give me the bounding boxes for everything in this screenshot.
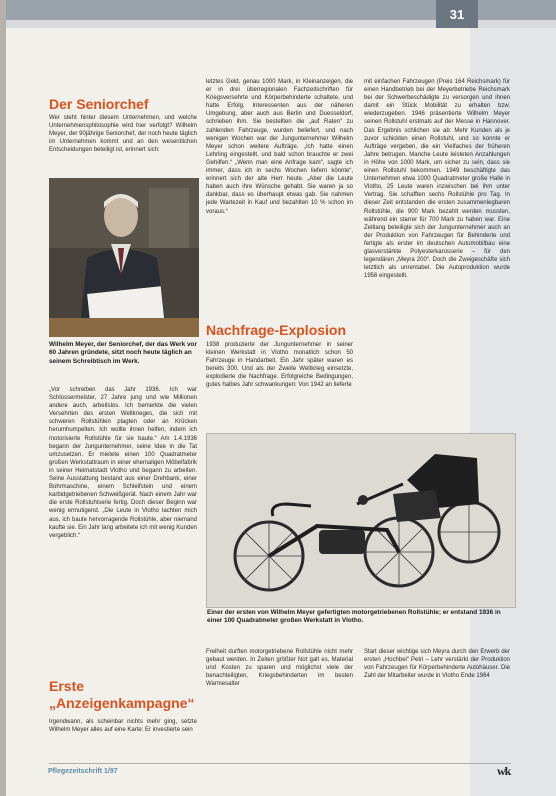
- photo-caption: Wilhelm Meyer, der Seniorchef, der das Werk vor 60 Jahren gründete, sitzt noch heute täglich an seinem Schreibtisch im Werk.: [49, 341, 197, 365]
- intro-paragraph: Wer steht hinter diesem Unternehmen, und welche Unternehmensphilosophie wird hier verfolgt? Wilhelm Meyer, der 90jährige Seniorchef, der noch heute täglich im Unternehmen kommt und an den wesentlichen Entscheidungen beteiligt ist, erinnert sich:: [49, 115, 197, 154]
- heading-anzeigen-line2: „Anzeigenkampagne“: [49, 695, 195, 711]
- heading-anzeigen-line1: Erste: [49, 678, 85, 694]
- portrait-photo: [49, 178, 199, 337]
- col1-body: „Vor schreiben das Jahr 1936. Ich war Schlossermeister, 27 Jahre jung und wie Millionen andere auch, arbeitslos. Ich bemerkte die vielen Versehrten des ersten Weltkrieges, die sich mit schweren Rollstühlen plagten oder an Krücken herumhumpelten. Ich wollte ihnen helfen, indem ich motorisierte Rollstühle für sie baute.“ Am 1.4.1936 begann der Jungunternehmer, seine Idee in die Tat umzusetzen. Er mietete einen 100 Quadratmeter großen Werkstattraum in einer ehemaligen Möbelfabrik in seiner Heimatstadt Vlotho und begann zu arbeiten. Seine Ausstattung bestand aus einer Drehbank, einer Bohrmaschine, einem Schleifstein und einem karbidgetriebenen Schweißgerät. Nach einem Jahr war die erste Rollstuhlserie fertig. Doch dieser Beginn war wenig ermutigend. „Die Leute in Vlotho lachten mich aus, ich baute hervorragende Rollstühle, aber niemand kaufte sie. Ein Jahr lang arbeitete ich mit wenig Kunden vergeblich.“: [49, 387, 197, 539]
- footer-publication: Pflegezeitschrift 1/97: [48, 768, 118, 775]
- footer-rule: [49, 763, 511, 764]
- image-caption: Einer der ersten von Wilhelm Meyer gefertigten motorgetriebenen Rollstühle; er entstand 1936 in einer 100 Quadratmeter großen Werkstatt in Vlotho.: [207, 609, 501, 625]
- heading-seniorchef: Der Seniorchef: [49, 96, 149, 112]
- heading-nachfrage: Nachfrage-Explosion: [206, 322, 347, 338]
- col3-body: mit einfachen Fahrzeugen (Preis 164 Reichsmark) für einen Handbetrieb bei der Meyerbetriebe Reichsmark bei der Schwerbeschädigte zu versorgen und ihnen damit ein Stück Mobilität zu erhalten bzw. wiederzugeben. 1946 präsentierte Wilhelm Meyer seinen Rollstuhl erstmals auf der Messe in Hannover. Das Ergebnis schlichen sie ab: Mehr Kunden als je zuvor schickten einen Rollstuhl, und so konnte er Aufträge vergeben, die ein Vielfaches der früheren Jahre betrugen. Manche Leute leisteten Anzahlungen in Höhe von 1000 Mark, um sicher zu sein, dass sie einen Rollstuhl bekommen. 1949 beschäftigte das Unternehmen etwa 1000 Quadratmeter große Halle in Vlotho, 25 Leute waren inzwischen bei ihm unter Vertrag. Sie schafften sechs Rollstühle pro Tag. In dieser Zeit entstanden die ersten zusammenlegbaren Rollstühle, die 900 Mark bezahlt werden mussten, während ein starrer für 700 Mark zu haben war. Eine Zeitlang beteiligte sich der Jungunternehmer auch an der Produktion von Fahrzeugen für Behinderte und fertigte als erster im deutschen Automobilbau eine glasverstärkte Polyesterkarosserie – für den legendären „Meyra 200“. Doch die Zweigeschäfte sich letztlich als unrentabel. Die Autoproduktion wurde 1956 eingestellt.: [364, 79, 510, 280]
- anzeigen-body: Irgendwann, als scheinbar nichts mehr ging, setzte Wilhelm Meyer alles auf eine Karte: Er investierte sein: [49, 719, 197, 734]
- bottom-col2-body: Freiheit durften motorgetriebene Rollstühle nicht mehr gebaut werden. In Zeiten größter Not galt es, Material und Kosten zu sparen und möglichst viele der benachteiligten, Kriegsbehinderten im besten Warmesalter: [206, 649, 353, 688]
- nachfrage-body: 1938 produzierte der Jungunternehmer in seiner kleinen Werkstatt in Vlotho monatlich schon 50 Fahrzeuge in Handarbeit. Ein Jahr später waren es bereits 300. Und als der Zweite Weltkrieg einsetzte, explodierte die Nachfrage. Erfolgreiche Bedingungen, gutes halbes Jahr schwankungen: Von 1942 an lieferte: [206, 342, 353, 389]
- bottom-col3-body: Start dieser wichtige sich Meyra durch den Erwerb der ersten „Hochbei“ Petri – Lehr verstärkt der Produktion von Fahrzeugen für Körperbehinderte Autohäuser. Die Zahl der Mitarbeiter wurde in Vlotho Ende 1964: [364, 649, 510, 680]
- motor-wheelchair-illustration: [207, 434, 515, 607]
- portrait-image: [49, 178, 199, 337]
- page-edge: [0, 0, 6, 796]
- page-number: 31: [436, 0, 478, 28]
- wheelchair-image: [206, 433, 516, 608]
- publisher-logo: wk: [497, 764, 511, 778]
- col2-body: letztes Geld, genau 1000 Mark, in Kleinanzeigen, die er in drei überregionalen Fachzeitschriften für Kriegsversehrte und Körperbehinderte schaltete, und hatte Erfolg. Interessenten aus der näheren Umgebung, aber auch aus Berlin und Duesseldorf, schrieben ihm. Sie bestellten die „auf Raten“ zu zahlenden Fahrzeuge, wurden beliefert, und nach wenigen Wochen war der Jungunternehmer Wilhelm Meyer schon weitere Aufträge. „Ich hatte einen Lehrling eingestellt, und bald schon brauchte er zwei Gehilfen.“ „Wenn man eine Anfrage kam“, sagte ich immer, dass ich in sechs Wochen liefern könnte“, erinnert sich der alte Herr heute. „Aber die Leute haben auch ihre Wünsche gehabt. Sie waren ja so dankbar, dass es überhaupt etwas gab. Sie nahmen jede Wartezeit in Kauf und bezahlten 10 % schon im voraus.“: [206, 79, 353, 215]
